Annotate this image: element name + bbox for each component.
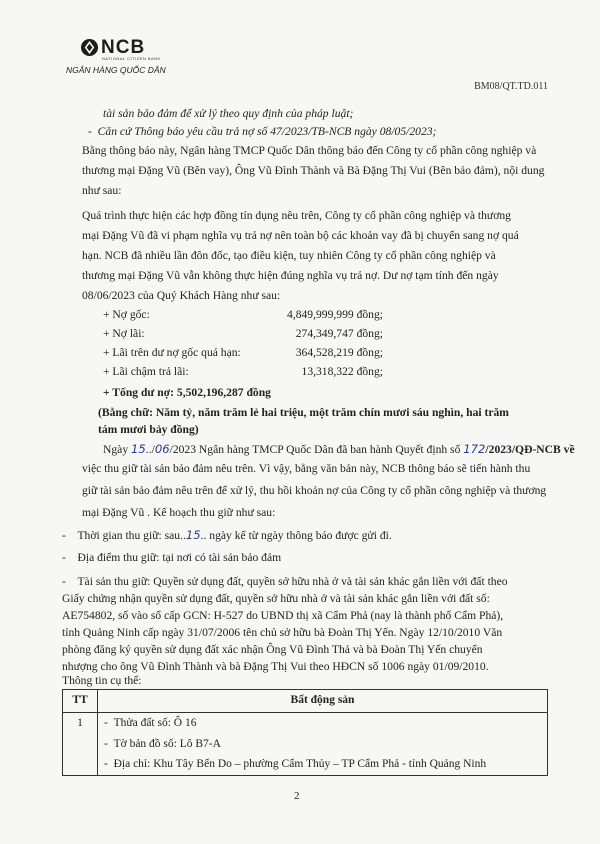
ncb-logo [62, 34, 172, 82]
amount-value: 4,849,999,999 đồng; [287, 308, 383, 321]
para2-line: thương mại Đặng Vũ vẫn không thực hiện đúng nghĩa vụ trả nợ. Dư nợ tạm tính đến ngày [82, 269, 499, 282]
ncb-logo-icon [80, 38, 99, 57]
para1-line: như sau: [82, 184, 122, 197]
property-table [62, 689, 548, 776]
para3-line: mại Đặng Vũ . Kế hoạch thu giữ như sau: [82, 506, 276, 519]
intro-line-1: tài sản bảo đảm để xử lý theo quy định của pháp luật; [103, 107, 354, 120]
para1-line: Bằng thông báo này, Ngân hàng TMCP Quốc Dân thông báo đến Công ty cổ phần công nghiệp và [82, 144, 537, 157]
amount-row [103, 364, 383, 383]
row-number: 1 [63, 713, 98, 776]
para1-line: thương mại Đặng Vũ (Bên vay), Ông Vũ Đình Thành và Bà Đặng Thị Vui (Bên bảo đảm), nội dung [82, 164, 545, 177]
para3-line: việc thu giữ tài sản bảo đảm nêu trên. Vì vậy, bằng văn bản này, NCB thông báo sẽ tiến hành thu [82, 462, 531, 475]
decision-rest: /2023 Ngân hàng TMCP Quốc Dân đã ban hành Quyết định số [169, 443, 461, 456]
para2-line: mại Đặng Vũ đã vi phạm nghĩa vụ trả nợ nên toàn bộ các khoản vay đã bị chuyển sang nợ quá [82, 229, 519, 242]
property-item: - Địa chỉ: Khu Tây Bến Do – phường Cẩm Thủy – TP Cẩm Phả - tỉnh Quảng Ninh [104, 758, 487, 771]
handwritten-days: 15 [185, 528, 201, 542]
plan-time-prefix: Thời gian thu giữ: sau.. [77, 529, 186, 542]
property-item-text: Thửa đất số: Ô 16 [113, 717, 197, 729]
amount-label: + Lãi trên dư nợ gốc quá hạn: [103, 346, 241, 359]
plan-place: - Địa điểm thu giữ: tại nơi có tài sản bảo đảm [62, 551, 282, 564]
logo-vietnamese-name: NGÂN HÀNG QUỐC DÂN [66, 65, 166, 75]
page-number: 2 [294, 790, 300, 802]
plan-time-suffix: .. ngày kể từ ngày thông báo được gửi đi. [200, 529, 392, 542]
amount-in-words: (Bằng chữ: Năm tỷ, năm trăm lẻ hai triệu, một trăm chín mươi sáu nghìn, hai trăm [98, 406, 509, 419]
document-code: BM08/QT.TD.011 [474, 81, 548, 92]
intro-line-2: - Căn cứ Thông báo yêu cầu trả nợ số 47/2023/TB-NCB ngày 08/05/2023; [88, 125, 437, 138]
amount-label: + Nợ lãi: [103, 327, 145, 340]
logo-subtitle: NATIONAL CITIZEN BANK [102, 56, 161, 61]
handwritten-month: 06 [154, 442, 170, 456]
amount-label: + Lãi chậm trả lãi: [103, 365, 189, 378]
para2-line: Quá trình thực hiện các hợp đồng tín dụng nêu trên, Công ty cổ phần công nghiệp và thương [82, 209, 511, 222]
amount-value: 13,318,322 đồng; [301, 365, 383, 378]
total-debt: + Tổng dư nợ: 5,502,196,287 đồng [103, 386, 271, 399]
amount-row [103, 307, 383, 326]
asset-line: Thông tin cụ thể: [62, 674, 142, 687]
amount-label: + Nợ gốc: [103, 308, 150, 321]
property-item-text: Địa chỉ: Khu Tây Bến Do – phường Cẩm Thủy – TP Cẩm Phả - tỉnh Quảng Ninh [113, 758, 487, 771]
decision-prefix: Ngày [103, 443, 129, 456]
para2-line: hạn. NCB đã nhiều lần đôn đốc, tạo điều kiện, tuy nhiên Công ty cổ phần công nghiệp và [82, 249, 496, 262]
plan-time: - Thời gian thu giữ: sau..15.. ngày kể từ ngày thông báo được gửi đi. [62, 528, 392, 542]
para3-line: giữ tài sản bảo đảm nêu trên để xử lý, thu hồi khoản nợ của Công ty cổ phần công nghiệp và thương [82, 484, 547, 497]
table-header-row [63, 690, 548, 713]
plan-place-text: Địa điểm thu giữ: tại nơi có tài sản bảo đảm [77, 551, 282, 564]
asset-line: phòng đăng ký quyền sử dụng đất xác nhận Ông Vũ Đình Thả và bà Đoàn Thị Yến chuyển [62, 643, 483, 656]
amount-row [103, 326, 383, 345]
logo-name: NCB [101, 37, 146, 58]
amount-row [103, 345, 383, 364]
handwritten-decision-number: 172 [463, 442, 486, 456]
asset-line: Giấy chứng nhận quyền sử dụng đất, quyền sở hữu nhà ở và tài sản khác gắn liền với đất số: [62, 592, 490, 605]
asset-line: nhượng cho ông Vũ Đình Thành và bà Đặng Thị Vui theo HĐCN số 1006 ngày 01/09/2010. [62, 660, 489, 673]
amount-value: 364,528,219 đồng; [295, 346, 383, 359]
asset-line: tỉnh Quảng Ninh cấp ngày 31/07/2006 tên chủ sở hữu bà Đoàn Thị Yến. Ngày 12/10/2010 Văn [62, 626, 503, 639]
intro-line-2-text: Căn cứ Thông báo yêu cầu trả nợ số 47/2023/TB-NCB ngày 08/05/2023; [97, 125, 437, 138]
table-row [63, 713, 548, 776]
decision-suffix: /2023/QĐ-NCB về [485, 443, 575, 456]
property-item: - Tờ bản đồ số: Lô B7-A [104, 737, 221, 750]
property-item: - Thửa đất số: Ô 16 [104, 717, 197, 729]
debt-amounts [103, 307, 383, 383]
para2-line: 08/06/2023 của Quý Khách Hàng như sau: [82, 289, 281, 302]
asset-line: - Tài sản thu giữ: Quyền sử dụng đất, quyền sở hữu nhà ở và tài sản khác gắn liền với đất theo [62, 575, 508, 588]
table-header: TT [63, 690, 98, 713]
table-header: Bất động sản [98, 690, 548, 713]
property-details [98, 713, 548, 776]
asset-line: AE754802, số vào sổ cấp GCN: H-527 do UBND thị xã Cẩm Phả (nay là thành phố Cẩm Phả), [62, 609, 504, 622]
handwritten-day: 15 [131, 442, 146, 456]
decision-sep: / [151, 443, 155, 456]
property-item-text: Tờ bản đồ số: Lô B7-A [113, 737, 221, 750]
decision-line: Ngày 15../06/2023 Ngân hàng TMCP Quốc Dân đã ban hành Quyết định số 172/2023/QĐ-NCB về [103, 442, 575, 456]
asset-line-text: Tài sản thu giữ: Quyền sử dụng đất, quyền sở hữu nhà ở và tài sản khác gắn liền với đất theo [77, 575, 508, 588]
amount-value: 274,349,747 đồng; [295, 327, 383, 340]
amount-in-words: tám mươi bảy đồng) [98, 423, 199, 436]
